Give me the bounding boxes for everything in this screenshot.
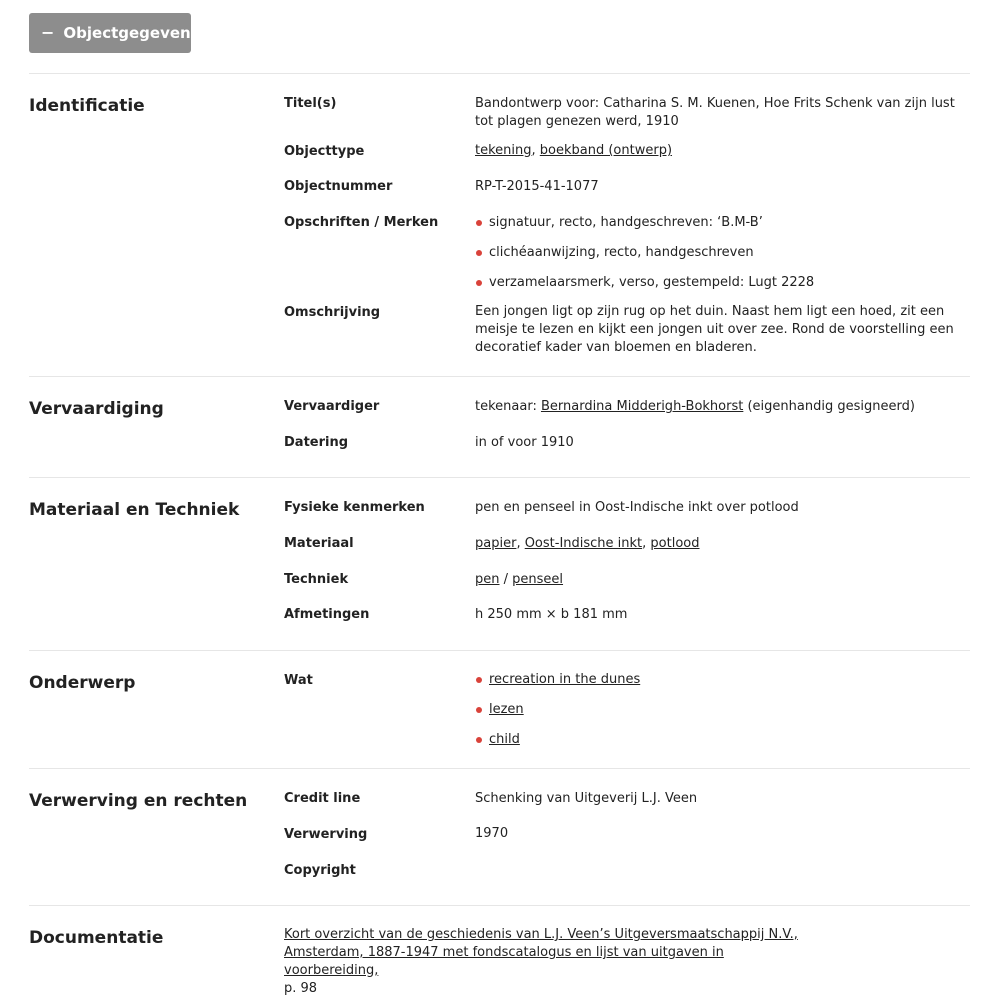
- section-title-verwerving: Verwerving en rechten: [29, 791, 248, 811]
- section-materiaal: [29, 477, 970, 651]
- link-papier[interactable]: papier: [475, 536, 517, 551]
- section-vervaardiging: [29, 376, 970, 478]
- link-documentatie[interactable]: Kort overzicht van de geschiedenis van L.J. Veen’s Uitgeversmaatschappij N.V., Amsterdam, 1887-1947 met fondscatalogus en lijst van uitgaven in voorbereiding,: [284, 927, 798, 978]
- section-documentatie: [29, 905, 970, 994]
- link-oost-indische-inkt[interactable]: Oost-Indische inkt: [524, 536, 643, 551]
- techniek-label: Techniek: [284, 572, 349, 587]
- link-tekening[interactable]: tekening: [475, 143, 532, 158]
- objectnummer-label: Objectnummer: [284, 179, 393, 194]
- link-lezen[interactable]: lezen: [489, 702, 524, 717]
- section-identificatie: Identificatie Titel(s) Bandontwerp voor: Catharina S. M. Kuenen, Hoe Frits Schenk van zijn lust tot plagen genezen werd, 1910 Objecttype tekening, boekband (ontwerp) Objectnummer RP-T-2015-41-1077 Opschriften / Merken signatuur, recto, handgeschreven: ‘B.M-B’ clichéaanwijzing, recto, handgeschreven verzamelaarsmerk, verso, gestempeld: Lugt 2228 Omschrijving Een jongen ligt op zijn rug op het duin. Naast hem ligt een hoed, zit een meisje te lezen en kijkt een jongen uit over zee. Rond de voorstelling een decoratief kader van bloemen en bladeren.: [29, 73, 970, 377]
- bullet-icon: [476, 250, 482, 256]
- section-onderwerp: [29, 650, 970, 769]
- section-title-onderwerp: Onderwerp: [29, 673, 136, 693]
- link-penseel[interactable]: penseel: [512, 572, 564, 587]
- copyright-label: Copyright: [284, 863, 356, 878]
- section-title-vervaardiging: Vervaardiging: [29, 399, 164, 419]
- materiaal-label: Materiaal: [284, 536, 354, 551]
- link-boekband[interactable]: boekband (ontwerp): [539, 143, 673, 158]
- link-potlood[interactable]: potlood: [650, 536, 700, 551]
- bullet-icon: [476, 280, 482, 286]
- afmetingen-value: h 250 mm × b 181 mm: [475, 607, 628, 622]
- verwerving-label: Verwerving: [284, 827, 368, 842]
- link-child[interactable]: child: [489, 732, 520, 747]
- credit-line-label: Credit line: [284, 791, 361, 806]
- section-title-documentatie: Documentatie: [29, 928, 164, 948]
- vervaardiger-value: tekenaar: Bernardina Midderigh-Bokhorst (eigenhandig gesigneerd): [475, 399, 915, 414]
- objectgegevens-toggle-button[interactable]: [29, 13, 200, 53]
- bullet-icon: [476, 707, 482, 713]
- section-verwerving: [29, 768, 970, 906]
- datering-value: in of voor 1910: [475, 435, 574, 450]
- wat-label: Wat: [284, 673, 313, 688]
- bullet-icon: [476, 677, 482, 683]
- datering-label: Datering: [284, 435, 349, 450]
- documentatie-value: [284, 926, 804, 998]
- documentatie-page: p. 98: [284, 981, 318, 996]
- bullet-icon: [476, 220, 482, 226]
- link-vervaardiger[interactable]: Bernardina Midderigh-Bokhorst: [540, 399, 744, 414]
- materiaal-value: papier, Oost-Indische inkt, potlood: [475, 536, 700, 551]
- objecttype-label: Objecttype: [284, 144, 365, 159]
- titels-label: Titel(s): [284, 96, 337, 111]
- credit-line-value: Schenking van Uitgeverij L.J. Veen: [475, 791, 698, 806]
- link-recreation[interactable]: recreation in the dunes: [489, 672, 641, 687]
- afmetingen-label: Afmetingen: [284, 607, 370, 622]
- vervaardiger-label: Vervaardiger: [284, 399, 380, 414]
- verwerving-value: 1970: [475, 826, 509, 841]
- minus-icon: −: [41, 23, 55, 42]
- techniek-value: pen / penseel: [475, 572, 564, 587]
- titels-value: Bandontwerp voor: Catharina S. M. Kuenen, Hoe Frits Schenk van zijn lust tot plagen genezen werd, 1910: [475, 96, 955, 129]
- opschriften-label: Opschriften / Merken: [284, 215, 439, 230]
- bullet-icon: [476, 737, 482, 743]
- omschrijving-value: Een jongen ligt op zijn rug op het duin. Naast hem ligt een hoed, zit een meisje te lezen en kijkt een jongen uit over zee. Rond de voorstelling een decoratief kader van bloemen en bladeren.: [475, 304, 954, 355]
- toggle-label: Objectgegevens: [63, 24, 200, 42]
- link-pen[interactable]: pen: [475, 572, 500, 587]
- objecttype-value: tekening, boekband (ontwerp): [475, 143, 673, 158]
- objectnummer-value: RP-T-2015-41-1077: [475, 179, 599, 194]
- omschrijving-label: Omschrijving: [284, 305, 381, 320]
- section-title-materiaal: Materiaal en Techniek: [29, 500, 240, 520]
- section-title-identificatie: Identificatie: [29, 96, 145, 116]
- fysieke-label: Fysieke kenmerken: [284, 500, 425, 515]
- fysieke-value: pen en penseel in Oost-Indische inkt over potlood: [475, 500, 799, 515]
